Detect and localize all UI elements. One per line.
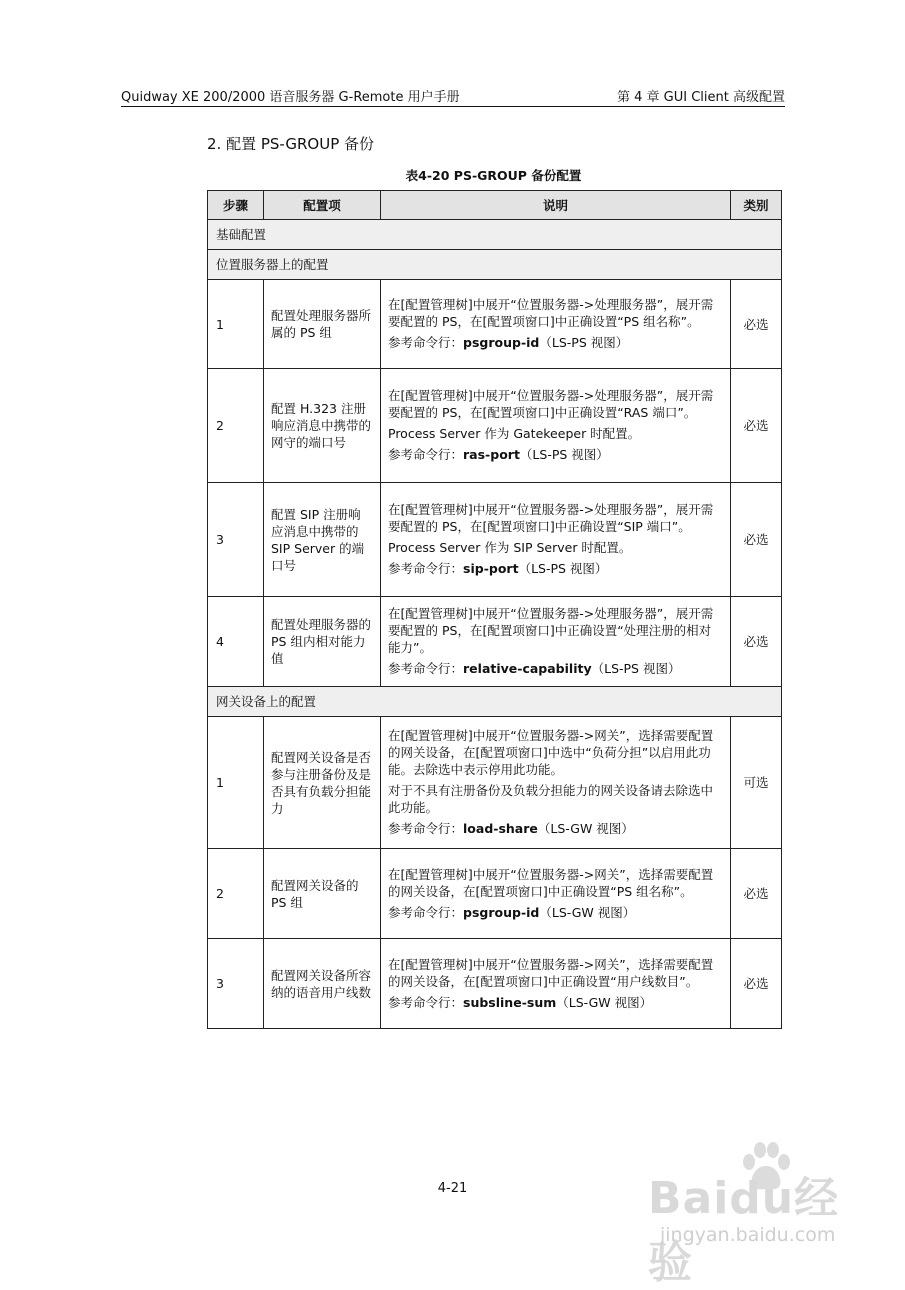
step-number: 3 — [208, 939, 264, 1029]
description-cell — [381, 849, 731, 939]
config-item: 配置网关设备的 PS 组 — [264, 849, 381, 939]
table-row — [208, 369, 782, 483]
command-reference — [388, 660, 723, 677]
group-label: 基础配置 — [208, 220, 782, 250]
command-view: （LS-GW 视图） — [556, 994, 653, 1010]
description-text: 在[配置管理树]中展开“位置服务器->网关”，选择需要配置的网关设备，在[配置项窗口]中选中“负荷分担”以启用此功能。去除选中表示停用此功能。 — [388, 728, 714, 777]
group-label: 位置服务器上的配置 — [208, 250, 782, 280]
description-text: 在[配置管理树]中展开“位置服务器->处理服务器”，展开需要配置的 PS，在[配置项窗口]中正确设置“RAS 端口”。 — [388, 388, 714, 420]
command-name: subsline-sum — [463, 994, 557, 1010]
config-item: 配置 SIP 注册响应消息中携带的 SIP Server 的端口号 — [264, 483, 381, 597]
group-row-location — [208, 250, 782, 280]
step-number: 4 — [208, 597, 264, 687]
command-name: ras-port — [463, 447, 520, 462]
description-text: 在[配置管理树]中展开“位置服务器->处理服务器”，展开需要配置的 PS，在[配置项窗口]中正确设置“处理注册的相对能力”。 — [388, 606, 714, 655]
category: 可选 — [731, 717, 782, 849]
page-header — [121, 84, 785, 107]
description-note: Process Server 作为 SIP Server 时配置。 — [388, 540, 632, 555]
table-row — [208, 939, 782, 1029]
category: 必选 — [731, 483, 782, 597]
config-item: 配置网关设备是否参与注册备份及是否具有负载分担能力 — [264, 717, 381, 849]
group-row-basic — [208, 220, 782, 250]
description-cell — [381, 939, 731, 1029]
command-reference — [388, 994, 723, 1011]
command-view: （LS-GW 视图） — [537, 821, 634, 836]
header-category: 类别 — [731, 191, 782, 220]
group-row-gateway — [208, 687, 782, 717]
command-name: sip-port — [463, 561, 519, 576]
category: 必选 — [731, 939, 782, 1029]
description-text: 在[配置管理树]中展开“位置服务器->网关”，选择需要配置的网关设备，在[配置项窗口]中正确设置“PS 组名称”。 — [388, 866, 714, 899]
description-text: 在[配置管理树]中展开“位置服务器->处理服务器”，展开需要配置的 PS，在[配置项窗口]中正确设置“SIP 端口”。 — [388, 502, 714, 534]
command-view: （LS-PS 视图） — [591, 661, 681, 676]
group-label: 网关设备上的配置 — [208, 687, 782, 717]
command-view: （LS-GW 视图） — [539, 904, 636, 920]
description-note: 对于不具有注册备份及负载分担能力的网关设备请去除选中此功能。 — [388, 783, 714, 815]
description-note: Process Server 作为 Gatekeeper 时配置。 — [388, 426, 641, 441]
step-number: 1 — [208, 717, 264, 849]
command-reference — [388, 446, 723, 463]
table-row — [208, 483, 782, 597]
description-text: 在[配置管理树]中展开“位置服务器->处理服务器”，展开需要配置的 PS，在[配置项窗口]中正确设置“PS 组名称”。 — [388, 297, 714, 329]
command-prefix: 参考命令行： — [388, 447, 464, 462]
step-number: 2 — [208, 369, 264, 483]
command-view: （LS-PS 视图） — [518, 561, 608, 576]
table-row — [208, 849, 782, 939]
table-header-row — [208, 191, 782, 220]
command-reference — [388, 904, 723, 921]
watermark-logo: Baidu经验 — [648, 1173, 840, 1288]
command-prefix: 参考命令行： — [388, 994, 464, 1010]
baidu-watermark — [648, 1140, 868, 1288]
header-chapter-title: 第 4 章 GUI Client 高级配置 — [617, 90, 785, 105]
header-description: 说明 — [381, 191, 731, 220]
description-cell — [381, 280, 731, 369]
config-item: 配置网关设备所容纳的语音用户线数 — [264, 939, 381, 1029]
description-cell — [381, 597, 731, 687]
header-step: 步骤 — [208, 191, 264, 220]
command-prefix: 参考命令行： — [388, 821, 464, 836]
table-row — [208, 597, 782, 687]
command-name: load-share — [463, 821, 538, 836]
description-cell — [381, 369, 731, 483]
category: 必选 — [731, 597, 782, 687]
command-name: psgroup-id — [463, 335, 540, 350]
command-name: relative-capability — [463, 661, 592, 676]
description-cell — [381, 717, 731, 849]
category: 必选 — [731, 280, 782, 369]
command-prefix: 参考命令行： — [388, 335, 464, 350]
header-manual-title: Quidway XE 200/2000 语音服务器 G-Remote 用户手册 — [121, 90, 460, 105]
command-reference — [388, 820, 723, 837]
header-item: 配置项 — [264, 191, 381, 220]
command-prefix: 参考命令行： — [388, 561, 464, 576]
config-item: 配置处理服务器所属的 PS 组 — [264, 280, 381, 369]
command-view: （LS-PS 视图） — [539, 335, 629, 350]
category: 必选 — [731, 369, 782, 483]
config-item: 配置处理服务器的 PS 组内相对能力值 — [264, 597, 381, 687]
command-reference — [388, 334, 723, 351]
step-number: 1 — [208, 280, 264, 369]
config-item: 配置 H.323 注册响应消息中携带的网守的端口号 — [264, 369, 381, 483]
description-text: 在[配置管理树]中展开“位置服务器->网关”，选择需要配置的网关设备，在[配置项窗口]中正确设置“用户线数目”。 — [388, 956, 714, 989]
description-cell — [381, 483, 731, 597]
category: 必选 — [731, 849, 782, 939]
step-number: 2 — [208, 849, 264, 939]
watermark-url: jingyan.baidu.com — [660, 1224, 836, 1246]
step-number: 3 — [208, 483, 264, 597]
section-title: 2. 配置 PS-GROUP 备份 — [207, 135, 375, 153]
command-reference — [388, 560, 723, 577]
page-number: 4-21 — [437, 1181, 468, 1196]
table-caption: 表4-20 PS-GROUP 备份配置 — [405, 168, 582, 183]
command-view: （LS-PS 视图） — [519, 447, 609, 462]
table-row — [208, 717, 782, 849]
config-table — [207, 190, 782, 1029]
command-prefix: 参考命令行： — [388, 904, 464, 920]
table-row — [208, 280, 782, 369]
command-name: psgroup-id — [463, 904, 540, 920]
command-prefix: 参考命令行： — [388, 661, 464, 676]
